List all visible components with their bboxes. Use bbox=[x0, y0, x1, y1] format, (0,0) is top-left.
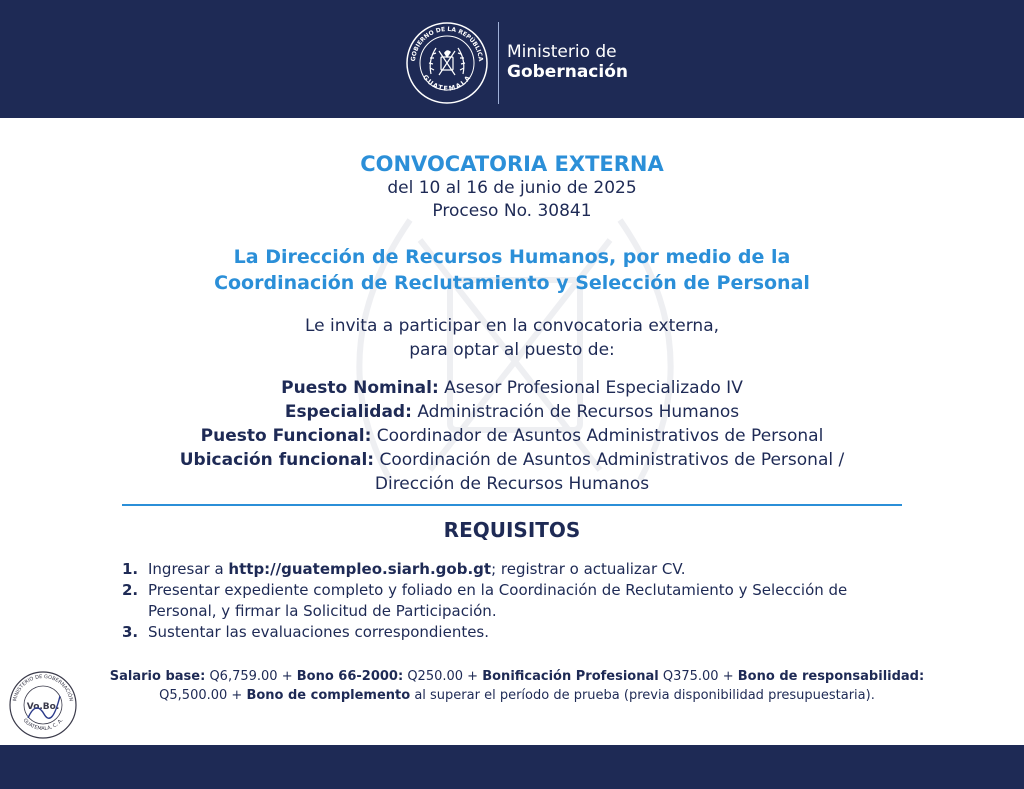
position-nominal-value: Asesor Profesional Especializado IV bbox=[444, 378, 743, 398]
section-divider bbox=[122, 504, 902, 506]
position-functional bbox=[110, 424, 914, 448]
seal-text-top: GOBIERNO DE LA REPÚBLICA bbox=[409, 25, 485, 62]
requirements-list bbox=[122, 559, 902, 643]
stamp-text-bottom: GUATEMALA, C. A. bbox=[21, 717, 65, 733]
svg-text:GUATEMALA, C. A. bbox=[22, 717, 65, 732]
position-functional-value: Coordinador de Asuntos Administrativos de Personal bbox=[376, 426, 824, 446]
requirement-item bbox=[122, 559, 902, 580]
subtitle-line2: Coordinación de Reclutamiento y Selección de Personal bbox=[214, 272, 810, 294]
plus-sign: + bbox=[718, 669, 738, 684]
invite-line2: para optar al puesto de: bbox=[409, 340, 615, 360]
salary-base-value: Q6,759.00 bbox=[209, 669, 278, 684]
subtitle-line1: La Dirección de Recursos Humanos, por medio de la bbox=[233, 246, 791, 268]
position-location bbox=[170, 448, 854, 496]
stamp-vobo: Vo.Bo. bbox=[26, 702, 60, 712]
svg-text:GUATEMALA bbox=[421, 73, 473, 93]
salary-details bbox=[92, 667, 942, 705]
requirement-item bbox=[122, 622, 902, 643]
requirement-number: 2. bbox=[122, 581, 139, 599]
requirement-number: 3. bbox=[122, 623, 139, 641]
bono66-label: Bono 66-2000: bbox=[296, 669, 404, 684]
ministry-name-line2: Gobernación bbox=[507, 62, 628, 82]
ministry-name bbox=[507, 42, 628, 82]
position-location-label: Ubicación funcional: bbox=[179, 450, 375, 470]
invite-line1: Le invita a participar en la convocatoria externa, bbox=[304, 316, 720, 336]
position-specialty-value: Administración de Recursos Humanos bbox=[417, 402, 740, 422]
salary-base-label: Salario base: bbox=[109, 669, 206, 684]
bonificacion-value: Q375.00 bbox=[662, 669, 719, 684]
position-nominal bbox=[110, 376, 914, 400]
plus-sign: + bbox=[277, 669, 297, 684]
ministry-name-line1: Ministerio de bbox=[507, 42, 617, 62]
guatemala-seal-logo bbox=[404, 20, 490, 106]
bonificacion-label: Bonificación Profesional bbox=[482, 669, 659, 684]
stamp-text-top: MINISTERIO DE GOBERNACIÓN bbox=[12, 673, 74, 702]
complemento-text: al superar el período de prueba (previa disponibilidad presupuestaria). bbox=[414, 688, 875, 703]
svg-text:MINISTERIO DE GOBERNACIÓN bbox=[12, 674, 74, 702]
requirements-title: REQUISITOS bbox=[443, 518, 581, 542]
responsabilidad-label: Bono de responsabilidad: bbox=[737, 669, 925, 684]
guatempleo-link[interactable]: http://guatempleo.siarh.gob.gt bbox=[228, 560, 492, 578]
bono66-value: Q250.00 bbox=[407, 669, 464, 684]
position-specialty bbox=[110, 400, 914, 424]
requirement-text: Presentar expediente completo y foliado en la Coordinación de Reclutamiento y Selección de Personal, y firmar la Solicitud de Participación. bbox=[148, 581, 848, 620]
approval-stamp bbox=[8, 670, 78, 740]
position-location-value: Coordinación de Asuntos Administrativos de Personal / Dirección de Recursos Humanos bbox=[374, 450, 845, 494]
plus-sign: + bbox=[227, 688, 247, 703]
plus-sign: + bbox=[463, 669, 483, 684]
footer-banner bbox=[0, 745, 1024, 789]
announcement-dates: del 10 al 16 de junio de 2025 bbox=[387, 178, 637, 198]
position-nominal-label: Puesto Nominal: bbox=[281, 378, 439, 398]
header-divider bbox=[498, 22, 499, 104]
requirement-item bbox=[122, 580, 902, 622]
complemento-label: Bono de complemento bbox=[246, 688, 411, 703]
requirement-prefix: Ingresar a bbox=[148, 560, 229, 578]
requirement-text bbox=[148, 559, 902, 580]
announcement-title: CONVOCATORIA EXTERNA bbox=[360, 152, 664, 176]
responsabilidad-value: Q5,500.00 bbox=[159, 688, 228, 703]
requirement-number: 1. bbox=[122, 560, 139, 578]
requirement-text: Sustentar las evaluaciones correspondientes. bbox=[148, 623, 490, 641]
position-specialty-label: Especialidad: bbox=[284, 402, 412, 422]
seal-text-bottom: GUATEMALA bbox=[421, 73, 473, 93]
process-number: Proceso No. 30841 bbox=[432, 201, 592, 221]
requirement-suffix: ; registrar o actualizar CV. bbox=[491, 560, 686, 578]
position-functional-label: Puesto Funcional: bbox=[200, 426, 372, 446]
header-banner bbox=[0, 0, 1024, 118]
